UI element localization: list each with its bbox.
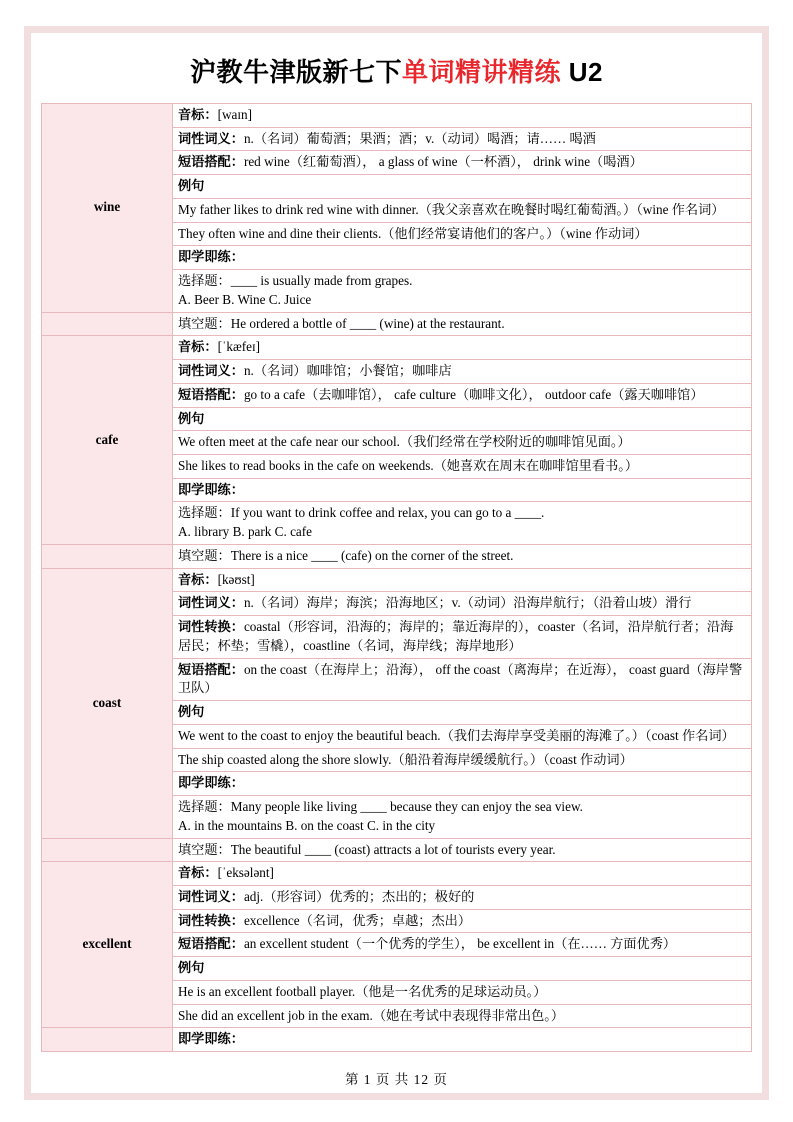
phonetic-row — [173, 336, 752, 360]
phonetic-value: [ˈkæfeɪ] — [217, 339, 261, 355]
word-headword: cafe — [42, 336, 173, 545]
collocation-value: red wine（红葡萄酒）， a glass of wine（一杯酒）， drink wine（喝酒） — [243, 154, 643, 170]
example-sentence: He is an excellent football player.（他是一名优秀的足球运动员。） — [173, 980, 752, 1004]
page-footer — [0, 1068, 793, 1088]
fill-question-text: He ordered a bottle of ____ (wine) at the restaurant. — [230, 315, 505, 331]
fill-label: 填空题： — [178, 841, 231, 857]
pos-change-row — [173, 909, 752, 933]
pos-change-label: 词性转换： — [178, 619, 244, 635]
pos-meaning-row — [173, 885, 752, 909]
table-row — [42, 838, 752, 862]
pos-meaning-value: n.（名词）咖啡馆；小餐馆；咖啡店 — [243, 363, 452, 379]
collocation-label: 短语搭配： — [178, 661, 244, 677]
choice-question-text: If you want to drink coffee and relax, you can go to a ____. — [230, 505, 545, 521]
example-sentence: My father likes to drink red wine with dinner.（我父亲喜欢在晚餐时喝红葡萄酒。）（wine 作名词） — [173, 198, 752, 222]
choice-label: 选择题： — [178, 799, 231, 815]
pos-change-label: 词性转换： — [178, 912, 244, 928]
practice-fill — [173, 312, 752, 336]
choice-label: 选择题： — [178, 505, 231, 521]
collocation-row — [173, 383, 752, 407]
title-part-1: 沪教牛津版新七下 — [190, 57, 403, 87]
title-highlight: 单词精讲精练 — [402, 57, 562, 87]
phonetic-label: 音标： — [178, 339, 218, 355]
pos-change-value: coastal（形容词，沿海的；海岸的；靠近海岸的），coaster（名词，沿岸航行者；沿海居民；杯垫；雪橇），coastline（名词，海岸线；海岸地形） — [178, 619, 734, 653]
example-sentence: They often wine and dine their clients.（他们经常宴请他们的客户。）（wine 作动词） — [173, 222, 752, 246]
vocabulary-table — [41, 103, 752, 1052]
choice-question — [178, 798, 746, 817]
title-part-2: U2 — [561, 57, 603, 87]
example-sentence: She likes to read books in the cafe on weekends.（她喜欢在周末在咖啡馆里看书。） — [173, 455, 752, 479]
practice-choice — [173, 270, 752, 312]
example-sentence: The ship coasted along the shore slowly.（船沿着海岸缓缓航行。）（coast 作动词） — [173, 748, 752, 772]
practice-choice — [173, 796, 752, 838]
choice-options: A. in the mountains B. on the coast C. in the city — [178, 817, 436, 833]
practice-fill — [173, 544, 752, 568]
phonetic-value: [waɪn] — [217, 107, 252, 122]
collocation-label: 短语搭配： — [178, 386, 244, 402]
phonetic-value: [ˈeksələnt] — [217, 865, 274, 881]
word-headword: coast — [42, 568, 173, 838]
choice-options: A. library B. park C. cafe — [178, 524, 313, 540]
choice-options: A. Beer B. Wine C. Juice — [178, 291, 312, 307]
fill-label: 填空题： — [178, 547, 231, 563]
word-headword: wine — [42, 104, 173, 313]
practice-header: 即学即练： — [173, 772, 752, 796]
pos-meaning-value: n.（名词）葡萄酒；果酒；酒；v.（动词）喝酒；请…… 喝酒 — [243, 130, 596, 146]
phonetic-value: [kəʊst] — [217, 571, 255, 587]
page-content — [24, 26, 769, 1052]
phonetic-label: 音标： — [178, 865, 218, 881]
practice-header: 即学即练： — [173, 246, 752, 270]
example-sentence: We often meet at the cafe near our school.（我们经常在学校附近的咖啡馆见面。） — [173, 431, 752, 455]
pos-meaning-row — [173, 127, 752, 151]
table-row — [42, 544, 752, 568]
word-headword: excellent — [42, 862, 173, 1028]
example-sentence: We went to the coast to enjoy the beautiful beach.（我们去海岸享受美丽的海滩了。）（coast 作名词） — [173, 724, 752, 748]
choice-question — [178, 272, 746, 291]
fill-question-text: The beautiful ____ (coast) attracts a lot of tourists every year. — [230, 841, 556, 857]
table-row — [42, 336, 752, 360]
collocation-row — [173, 151, 752, 175]
phonetic-row — [173, 568, 752, 592]
collocation-row — [173, 658, 752, 700]
phonetic-row — [173, 104, 752, 128]
collocation-row — [173, 933, 752, 957]
collocation-label: 短语搭配： — [178, 936, 244, 952]
fill-question-text: There is a nice ____ (cafe) on the corner of the street. — [230, 547, 514, 563]
choice-question — [178, 504, 746, 523]
pos-change-value: excellence（名词，优秀；卓越；杰出） — [243, 912, 472, 928]
examples-header: 例句 — [173, 701, 752, 725]
collocation-label: 短语搭配： — [178, 154, 244, 170]
pos-meaning-value: adj.（形容词）优秀的；杰出的；极好的 — [243, 888, 475, 904]
phonetic-label: 音标： — [178, 107, 218, 122]
choice-question-text: ____ is usually made from grapes. — [230, 273, 413, 289]
choice-label: 选择题： — [178, 273, 231, 289]
pos-meaning-row — [173, 360, 752, 384]
fill-label: 填空题： — [178, 315, 231, 331]
collocation-value: go to a cafe（去咖啡馆）， cafe culture（咖啡文化）， outdoor cafe（露天咖啡馆） — [243, 386, 704, 402]
phonetic-label: 音标： — [178, 571, 218, 587]
page-title — [41, 52, 752, 89]
pos-meaning-label: 词性词义： — [178, 595, 244, 611]
pos-change-row — [173, 616, 752, 658]
example-sentence: She did an excellent job in the exam.（她在考试中表现得非常出色。） — [173, 1004, 752, 1028]
pos-meaning-row — [173, 592, 752, 616]
examples-header: 例句 — [173, 957, 752, 981]
practice-header: 即学即练： — [173, 478, 752, 502]
table-row — [42, 104, 752, 128]
pos-meaning-label: 词性词义： — [178, 363, 244, 379]
table-row — [42, 862, 752, 886]
practice-header: 即学即练： — [173, 1028, 752, 1052]
table-row — [42, 312, 752, 336]
table-row — [42, 1028, 752, 1052]
practice-choice — [173, 502, 752, 544]
phonetic-row — [173, 862, 752, 886]
pos-meaning-label: 词性词义： — [178, 130, 244, 146]
examples-header: 例句 — [173, 175, 752, 199]
pos-meaning-value: n.（名词）海岸；海滨；沿海地区；v.（动词）沿海岸航行；（沿着山坡）滑行 — [243, 595, 692, 611]
page-number-text: 第 1 页 共 12 页 — [344, 1072, 449, 1087]
choice-question-text: Many people like living ____ because they can enjoy the sea view. — [230, 799, 583, 815]
practice-fill — [173, 838, 752, 862]
table-row — [42, 568, 752, 592]
examples-header: 例句 — [173, 407, 752, 431]
pos-meaning-label: 词性词义： — [178, 888, 244, 904]
collocation-value: on the coast（在海岸上；沿海）， off the coast（离海岸；在近海）， coast guard（海岸警卫队） — [178, 661, 743, 696]
collocation-value: an excellent student（一个优秀的学生）， be excellent in（在…… 方面优秀） — [243, 936, 677, 952]
